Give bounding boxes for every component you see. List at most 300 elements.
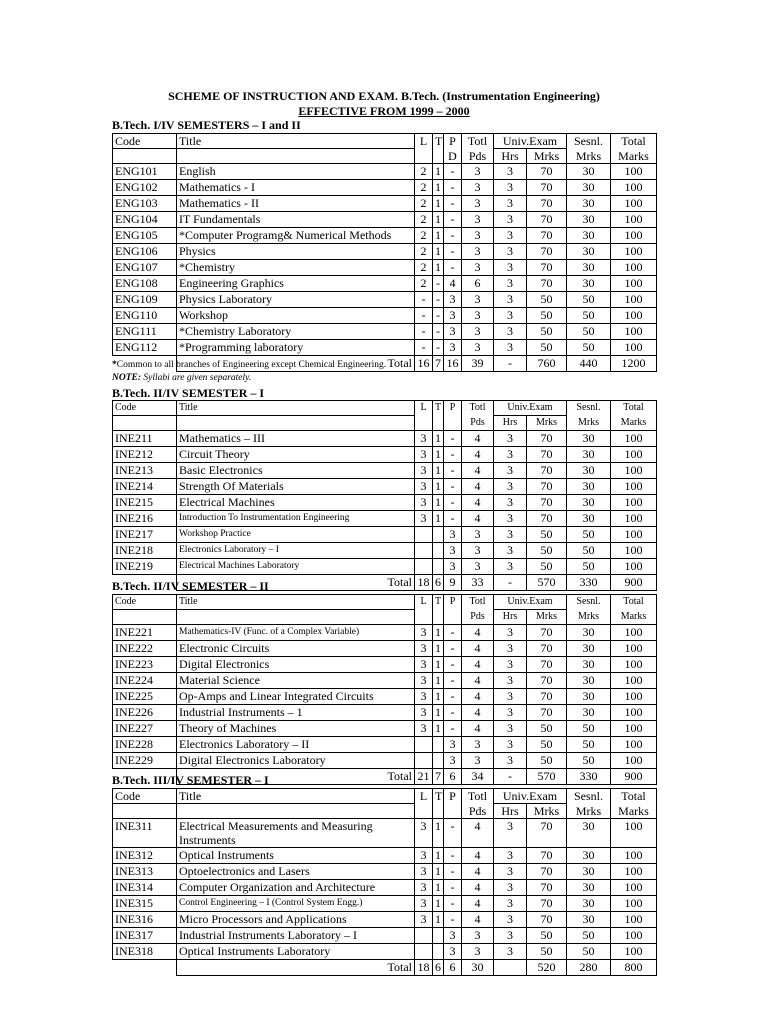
total-tutorial: 6 <box>433 960 444 976</box>
course-title: Workshop Practice <box>177 527 415 543</box>
lecture-hours: 2 <box>415 244 433 260</box>
practical-hours: - <box>444 641 462 657</box>
header-row <box>113 401 657 416</box>
total-marks: 100 <box>611 912 657 928</box>
sessional-marks: 30 <box>567 164 611 180</box>
total-periods: 3 <box>462 260 494 276</box>
exam-marks: 50 <box>527 737 567 753</box>
practical-hours: - <box>444 511 462 527</box>
exam-marks: 70 <box>527 196 567 212</box>
total-periods: 4 <box>462 673 494 689</box>
practical-hours: 3 <box>444 559 462 575</box>
course-title: Op-Amps and Linear Integrated Circuits <box>177 689 415 705</box>
total-label: Total <box>177 575 415 591</box>
tutorial-hours: 1 <box>433 447 444 463</box>
exam-marks: 70 <box>527 495 567 511</box>
course-title: Electronics Laboratory – II <box>177 737 415 753</box>
lecture-hours <box>415 928 433 944</box>
table-row <box>113 753 657 769</box>
document-title: SCHEME OF INSTRUCTION AND EXAM. B.Tech. (Instrumentation Engineering) <box>168 89 600 103</box>
lecture-hours: 3 <box>415 511 433 527</box>
exam-marks: 50 <box>527 340 567 356</box>
course-title: Micro Processors and Applications <box>177 912 415 928</box>
col-header-code: Code <box>113 789 177 804</box>
course-title: Circuit Theory <box>177 447 415 463</box>
course-title: Optoelectronics and Lasers <box>177 864 415 880</box>
total-periods: 4 <box>462 495 494 511</box>
col-header-p: P <box>444 595 462 610</box>
exam-hours: 3 <box>494 737 527 753</box>
total-periods: 6 <box>462 276 494 292</box>
exam-marks: 50 <box>527 527 567 543</box>
sessional-marks: 50 <box>567 292 611 308</box>
tutorial-hours: 1 <box>433 641 444 657</box>
course-code: INE311 <box>113 819 177 848</box>
col-header-mrks: Mrks <box>527 416 567 431</box>
table-row <box>113 543 657 559</box>
exam-marks: 50 <box>527 928 567 944</box>
table-row <box>113 880 657 896</box>
header-spacer <box>433 416 444 431</box>
col-header-sesnl-mrks: Mrks <box>567 149 611 164</box>
header-spacer <box>177 149 415 164</box>
exam-marks: 70 <box>527 673 567 689</box>
tutorial-hours: 1 <box>433 912 444 928</box>
sessional-marks: 30 <box>567 880 611 896</box>
exam-marks: 70 <box>527 479 567 495</box>
scheme-table-sem4 <box>112 788 657 976</box>
table-row <box>113 447 657 463</box>
table-row <box>113 308 657 324</box>
lecture-hours: 2 <box>415 164 433 180</box>
exam-marks: 70 <box>527 463 567 479</box>
col-header-d: D <box>444 149 462 164</box>
course-title: Industrial Instruments Laboratory – I <box>177 928 415 944</box>
course-title: Material Science <box>177 673 415 689</box>
total-exam-hours: - <box>494 356 527 372</box>
table-row <box>113 641 657 657</box>
total-marks: 100 <box>611 308 657 324</box>
lecture-hours: 3 <box>415 673 433 689</box>
tutorial-hours: 1 <box>433 463 444 479</box>
exam-marks: 70 <box>527 431 567 447</box>
practical-hours: - <box>444 880 462 896</box>
total-marks: 100 <box>611 689 657 705</box>
practical-hours: - <box>444 196 462 212</box>
header-spacer <box>415 610 433 625</box>
note-text: Common to all branches of Engineering except Chemical Engineering. <box>116 360 387 370</box>
total-exam-marks: 520 <box>527 960 567 976</box>
col-header-title: Title <box>177 134 415 149</box>
col-header-sesnl-mrks: Mrks <box>567 610 611 625</box>
scheme-table-sem2 <box>112 400 657 591</box>
exam-hours: 3 <box>494 180 527 196</box>
course-code: INE316 <box>113 912 177 928</box>
practical-hours: - <box>444 431 462 447</box>
lecture-hours: 3 <box>415 641 433 657</box>
course-title: Optical Instruments Laboratory <box>177 944 415 960</box>
total-periods: 3 <box>462 228 494 244</box>
total-marks: 1200 <box>611 356 657 372</box>
table-row <box>113 431 657 447</box>
total-periods: 4 <box>462 689 494 705</box>
total-periods: 3 <box>462 164 494 180</box>
exam-hours: 3 <box>494 705 527 721</box>
tutorial-hours: 1 <box>433 625 444 641</box>
total-marks: 100 <box>611 753 657 769</box>
course-title: Digital Electronics <box>177 657 415 673</box>
table-row <box>113 164 657 180</box>
course-title: Electrical Machines Laboratory <box>177 559 415 575</box>
lecture-hours: 3 <box>415 705 433 721</box>
tutorial-hours: 1 <box>433 721 444 737</box>
course-code: INE317 <box>113 928 177 944</box>
lecture-hours: 2 <box>415 196 433 212</box>
sessional-marks: 30 <box>567 463 611 479</box>
sessional-marks: 30 <box>567 689 611 705</box>
practical-hours: - <box>444 212 462 228</box>
total-marks: 100 <box>611 864 657 880</box>
course-code: INE218 <box>113 543 177 559</box>
sessional-marks: 30 <box>567 180 611 196</box>
total-periods: 4 <box>462 641 494 657</box>
exam-hours: 3 <box>494 324 527 340</box>
total-periods: 4 <box>462 912 494 928</box>
course-code: INE314 <box>113 880 177 896</box>
section-heading-sem4: B.Tech. III/IV SEMESTER – I <box>112 773 269 787</box>
total-label: Total <box>177 960 415 976</box>
total-marks: 100 <box>611 705 657 721</box>
exam-hours: 3 <box>494 212 527 228</box>
course-title: Electronics Laboratory – I <box>177 543 415 559</box>
sessional-marks: 30 <box>567 673 611 689</box>
course-title: Physics Laboratory <box>177 292 415 308</box>
tutorial-hours: 1 <box>433 196 444 212</box>
table-row <box>113 463 657 479</box>
header-spacer <box>444 610 462 625</box>
course-title: Physics <box>177 244 415 260</box>
course-title: Basic Electronics <box>177 463 415 479</box>
total-marks: 100 <box>611 196 657 212</box>
course-title: Engineering Graphics <box>177 276 415 292</box>
lecture-hours <box>415 737 433 753</box>
practical-hours: 3 <box>444 753 462 769</box>
exam-hours: 3 <box>494 625 527 641</box>
course-code: INE313 <box>113 864 177 880</box>
course-title-line2: Instruments <box>179 833 236 847</box>
tutorial-hours: 1 <box>433 896 444 912</box>
table-row <box>113 848 657 864</box>
total-marks: 100 <box>611 543 657 559</box>
lecture-hours: 3 <box>415 912 433 928</box>
lecture-hours: 3 <box>415 463 433 479</box>
exam-marks: 70 <box>527 511 567 527</box>
practical-hours: 3 <box>444 308 462 324</box>
total-marks: 100 <box>611 511 657 527</box>
exam-marks: 70 <box>527 864 567 880</box>
common-note <box>112 360 386 370</box>
practical-hours: 4 <box>444 276 462 292</box>
total-periods: 3 <box>462 324 494 340</box>
lecture-hours: 3 <box>415 689 433 705</box>
lecture-hours: 3 <box>415 431 433 447</box>
practical-hours: - <box>444 819 462 848</box>
tutorial-hours: 1 <box>433 228 444 244</box>
table-row <box>113 527 657 543</box>
practical-hours: - <box>444 848 462 864</box>
header-spacer <box>415 804 433 819</box>
exam-hours: 3 <box>494 479 527 495</box>
practical-hours: - <box>444 463 462 479</box>
note2-text: Syllabi are given separately. <box>143 373 252 383</box>
total-practical: 6 <box>444 769 462 785</box>
header-spacer <box>113 149 177 164</box>
header-row <box>113 149 657 164</box>
total-marks: 100 <box>611 527 657 543</box>
section-heading-sem3: B.Tech. II/IV SEMESTER – II <box>112 579 269 593</box>
col-header-code: Code <box>113 401 177 416</box>
table-row <box>113 689 657 705</box>
exam-marks: 70 <box>527 689 567 705</box>
tutorial-hours: 1 <box>433 260 444 276</box>
col-header-sesnl: Sesnl. <box>567 595 611 610</box>
col-header-title: Title <box>177 401 415 416</box>
total-label: Total <box>177 769 415 785</box>
sessional-marks: 30 <box>567 657 611 673</box>
table-row <box>113 292 657 308</box>
col-header-pds: Pds <box>462 416 494 431</box>
sessional-marks: 30 <box>567 896 611 912</box>
tutorial-hours: - <box>433 324 444 340</box>
col-header-l: L <box>415 134 433 149</box>
scheme-table-sem3 <box>112 594 657 785</box>
tutorial-hours: 1 <box>433 673 444 689</box>
exam-marks: 70 <box>527 228 567 244</box>
course-code: ENG105 <box>113 228 177 244</box>
table-row <box>113 228 657 244</box>
total-exam-marks: 760 <box>527 356 567 372</box>
exam-hours: 3 <box>494 431 527 447</box>
course-title: Mathematics - I <box>177 180 415 196</box>
tutorial-hours: 1 <box>433 511 444 527</box>
total-exam-marks: 570 <box>527 575 567 591</box>
table-row <box>113 944 657 960</box>
total-sessional-marks: 330 <box>567 769 611 785</box>
col-header-mrks: Mrks <box>527 610 567 625</box>
exam-marks: 70 <box>527 244 567 260</box>
col-header-mrks: Mrks <box>527 149 567 164</box>
exam-hours: 3 <box>494 864 527 880</box>
tutorial-hours <box>433 559 444 575</box>
total-periods: 4 <box>462 511 494 527</box>
exam-marks: 70 <box>527 912 567 928</box>
exam-hours: 3 <box>494 912 527 928</box>
table-row <box>113 864 657 880</box>
header-spacer <box>113 610 177 625</box>
total-marks: 100 <box>611 228 657 244</box>
sessional-marks: 30 <box>567 864 611 880</box>
course-code: INE217 <box>113 527 177 543</box>
col-header-total: Total <box>611 134 657 149</box>
course-code: ENG101 <box>113 164 177 180</box>
course-title-line1: Electrical Measurements and Measuring <box>179 819 373 833</box>
exam-hours: 3 <box>494 511 527 527</box>
course-title: Electronic Circuits <box>177 641 415 657</box>
lecture-hours: 2 <box>415 276 433 292</box>
sessional-marks: 30 <box>567 260 611 276</box>
header-spacer <box>177 804 415 819</box>
total-periods: 4 <box>462 625 494 641</box>
practical-hours: - <box>444 164 462 180</box>
header-spacer <box>415 416 433 431</box>
sessional-marks: 30 <box>567 276 611 292</box>
exam-marks: 50 <box>527 543 567 559</box>
course-title: *Chemistry Laboratory <box>177 324 415 340</box>
col-header-total-marks: Marks <box>611 416 657 431</box>
col-header-hrs: Hrs <box>494 804 527 819</box>
exam-marks: 70 <box>527 896 567 912</box>
lecture-hours: - <box>415 324 433 340</box>
course-code: INE225 <box>113 689 177 705</box>
col-header-hrs: Hrs <box>494 149 527 164</box>
exam-hours: 3 <box>494 721 527 737</box>
exam-marks: 50 <box>527 292 567 308</box>
course-code: INE224 <box>113 673 177 689</box>
exam-hours: 3 <box>494 527 527 543</box>
col-header-pds: Pds <box>462 610 494 625</box>
course-title: Electrical Machines <box>177 495 415 511</box>
table-row <box>113 276 657 292</box>
practical-hours: - <box>444 705 462 721</box>
total-periods: 4 <box>462 819 494 848</box>
practical-hours: - <box>444 657 462 673</box>
course-title: *Chemistry <box>177 260 415 276</box>
exam-marks: 50 <box>527 753 567 769</box>
effective-date: EFFECTIVE FROM 1999 – 2000 <box>298 104 470 118</box>
course-title: Mathematics - II <box>177 196 415 212</box>
tutorial-hours: 1 <box>433 819 444 848</box>
lecture-hours: 2 <box>415 228 433 244</box>
exam-hours: 3 <box>494 928 527 944</box>
exam-hours: 3 <box>494 896 527 912</box>
total-periods: 4 <box>462 431 494 447</box>
tutorial-hours: 1 <box>433 495 444 511</box>
total-exam-marks: 570 <box>527 769 567 785</box>
sessional-marks: 30 <box>567 431 611 447</box>
col-header-total: Total <box>611 401 657 416</box>
practical-hours: - <box>444 912 462 928</box>
header-spacer <box>177 610 415 625</box>
practical-hours: 3 <box>444 737 462 753</box>
total-marks: 100 <box>611 721 657 737</box>
total-periods: 3 <box>462 340 494 356</box>
col-header-code: Code <box>113 595 177 610</box>
lecture-hours: 3 <box>415 447 433 463</box>
col-header-sesnl-mrks: Mrks <box>567 416 611 431</box>
lecture-hours: 3 <box>415 479 433 495</box>
total-exam-hours: - <box>494 575 527 591</box>
table-row <box>113 705 657 721</box>
exam-hours: 3 <box>494 880 527 896</box>
total-periods: 4 <box>462 447 494 463</box>
practical-hours: - <box>444 495 462 511</box>
total-marks: 100 <box>611 896 657 912</box>
table-row <box>113 340 657 356</box>
total-marks: 100 <box>611 641 657 657</box>
course-code: ENG104 <box>113 212 177 228</box>
table-row <box>113 324 657 340</box>
practical-hours: - <box>444 625 462 641</box>
col-header-t: T <box>433 134 444 149</box>
lecture-hours <box>415 559 433 575</box>
exam-hours: 3 <box>494 308 527 324</box>
col-header-univ: Univ.Exam <box>494 134 567 149</box>
course-code: INE215 <box>113 495 177 511</box>
total-periods: 3 <box>462 212 494 228</box>
section-heading-sem1: B.Tech. I/IV SEMESTERS – I and II <box>112 118 301 132</box>
col-header-univ: Univ.Exam <box>494 789 567 804</box>
sessional-marks: 30 <box>567 819 611 848</box>
tutorial-hours <box>433 944 444 960</box>
col-header-p: P <box>444 134 462 149</box>
total-sessional-marks: 440 <box>567 356 611 372</box>
course-code: INE216 <box>113 511 177 527</box>
exam-marks: 70 <box>527 705 567 721</box>
col-header-l: L <box>415 401 433 416</box>
course-title: Mathematics – III <box>177 431 415 447</box>
practical-hours: - <box>444 447 462 463</box>
exam-hours: 3 <box>494 447 527 463</box>
total-exam-hours: - <box>494 769 527 785</box>
total-marks: 100 <box>611 180 657 196</box>
header-spacer <box>113 416 177 431</box>
col-header-t: T <box>433 789 444 804</box>
exam-hours: 3 <box>494 276 527 292</box>
total-marks: 100 <box>611 479 657 495</box>
total-marks: 100 <box>611 625 657 641</box>
sessional-marks: 30 <box>567 447 611 463</box>
total-periods: 39 <box>462 356 494 372</box>
practical-hours: - <box>444 479 462 495</box>
practical-hours: - <box>444 673 462 689</box>
exam-marks: 50 <box>527 721 567 737</box>
course-code: ENG108 <box>113 276 177 292</box>
total-marks: 100 <box>611 880 657 896</box>
total-marks: 100 <box>611 495 657 511</box>
sessional-marks: 30 <box>567 228 611 244</box>
course-code: ENG109 <box>113 292 177 308</box>
col-header-t: T <box>433 595 444 610</box>
note-star: * <box>112 360 117 370</box>
total-tutorial: 7 <box>433 356 444 372</box>
table-row <box>113 244 657 260</box>
col-header-totl: Totl <box>462 134 494 149</box>
section-heading-sem2: B.Tech. II/IV SEMESTER – I <box>112 386 265 400</box>
tutorial-hours: 1 <box>433 212 444 228</box>
course-code: INE312 <box>113 848 177 864</box>
total-marks: 100 <box>611 212 657 228</box>
total-exam-hours <box>494 960 527 976</box>
total-marks: 100 <box>611 673 657 689</box>
exam-hours: 3 <box>494 641 527 657</box>
col-header-univ: Univ.Exam <box>494 595 567 610</box>
total-periods: 4 <box>462 705 494 721</box>
header-row <box>113 804 657 819</box>
practical-hours: - <box>444 260 462 276</box>
col-header-total-marks: Marks <box>611 804 657 819</box>
col-header-totl: Totl <box>462 789 494 804</box>
course-code: INE226 <box>113 705 177 721</box>
